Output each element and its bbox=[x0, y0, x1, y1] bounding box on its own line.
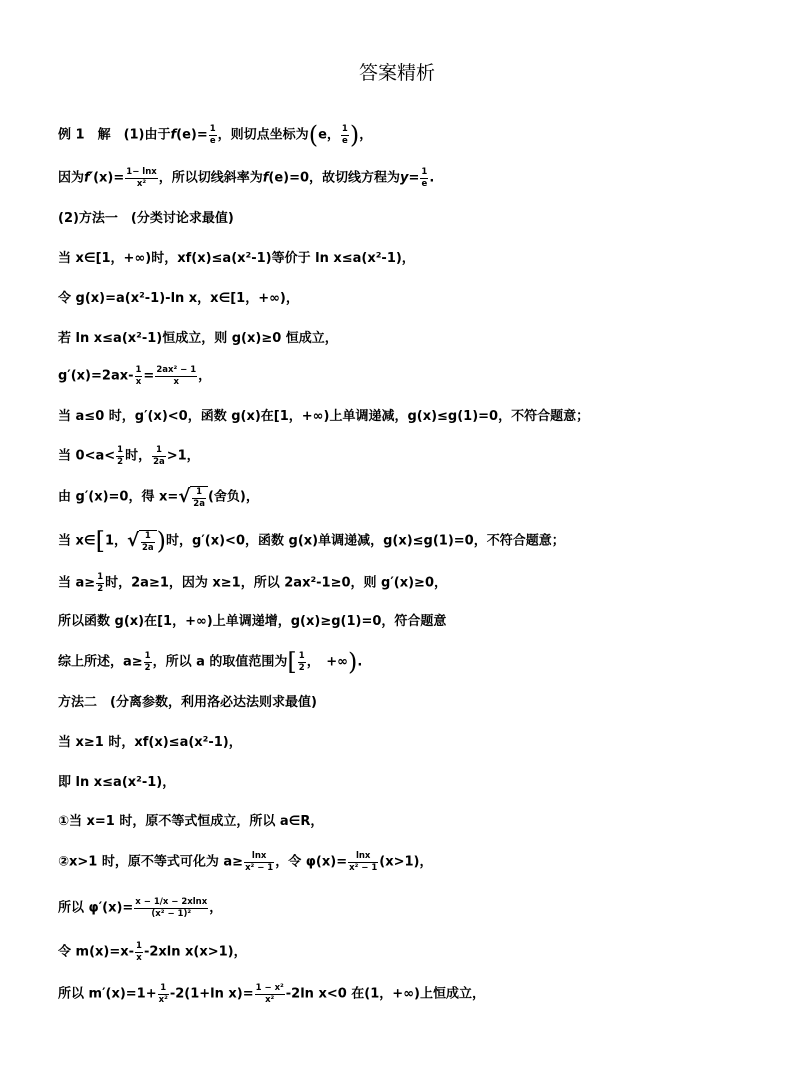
solution-line-4: 当 x∈[1，+∞)时，xf(x)≤a(x²-1)等价于 ln x≤a(x²-1)， bbox=[58, 251, 415, 266]
fraction: $\frac{1- \ln x}{\text{x²}}$ bbox=[126, 167, 157, 189]
fraction: $\frac{\text{1 − x²}}{\text{x²}}$ bbox=[255, 983, 284, 1005]
solution-line-20: 所以 φ′(x)= $\frac{x - 1/x - 2xlnx}{\text{(x² − 1)²}}$ ， bbox=[58, 897, 223, 919]
page-title: 答案精析 bbox=[358, 62, 435, 84]
square-root: √ $\frac{1}{2a}$ bbox=[127, 530, 157, 552]
solution-line-6: 若 ln x≤a(x²-1)恒成立，则 g(x)≥0 恒成立， bbox=[58, 331, 338, 346]
fraction: $\frac{\ln x}{\text{x² − 1}}$ bbox=[245, 851, 274, 873]
solution-line-3: (2)方法一 (分类讨论求最值) bbox=[58, 211, 234, 226]
solution-line-7: g′(x)=2ax- $\frac{1}{x}$ = $\frac{\text{2ax² − 1}}{x}$ ， bbox=[58, 365, 212, 387]
fraction: $\frac{\ln x}{\text{x² − 1}}$ bbox=[349, 851, 378, 873]
fraction: $\frac{1}{\text{x²}}$ bbox=[158, 983, 168, 1005]
solution-line-9: 当 0<a< $\frac{1}{2}$ 时， $\frac{1}{2a}$ >1， bbox=[58, 445, 200, 467]
solution-line-1: 例 1 解 (1)由于f(e)= $\frac{1}{e}$ ，则切点坐标为(e， $\frac{1}{e}$ )， bbox=[58, 121, 373, 149]
fraction: $\frac{1}{e}$ bbox=[421, 167, 428, 189]
solution-line-19: ②x>1 时，原不等式可化为 a≥ $\frac{\ln x}{\text{x² − 1}}$ ，令 φ(x)= $\frac{\ln x}{\text{x² − 1}}$ (x>1)， bbox=[58, 851, 433, 873]
fraction: $\frac{1}{2}$ bbox=[298, 651, 305, 673]
fraction: $\frac{\text{2ax² − 1}}{x}$ bbox=[156, 365, 197, 387]
solution-line-13: 所以函数 g(x)在[1，+∞)上单调递增，g(x)≥g(1)=0，符合题意 bbox=[58, 614, 447, 629]
square-root: √ $\frac{1}{2a}$ bbox=[178, 486, 208, 508]
solution-line-12: 当 a≥ $\frac{1}{2}$ 时，2a≥1，因为 x≥1，所以 2ax²-1≥0，则 g′(x)≥0， bbox=[58, 572, 447, 594]
solution-line-22: 所以 m′(x)=1+ $\frac{1}{\text{x²}}$ -2(1+ln x)= $\frac{\text{1 − x²}}{\text{x²}}$ -2ln x<0 在(1，+∞)上恒成立， bbox=[58, 983, 485, 1005]
solution-line-5: 令 g(x)=a(x²-1)-ln x，x∈[1，+∞)， bbox=[58, 291, 299, 306]
fraction: $\frac{1}{2}$ bbox=[97, 572, 104, 594]
solution-line-10: 由 g′(x)=0，得 x=√ $\frac{1}{2a}$ (舍负)， bbox=[58, 486, 259, 509]
solution-line-14: 综上所述，a≥ $\frac{1}{2}$ ，所以 a 的取值范围为[ $\frac{1}{2}$ ， +∞). bbox=[58, 648, 363, 676]
solution-line-18: ①当 x=1 时，原不等式恒成立，所以 a∈R， bbox=[58, 814, 324, 829]
solution-line-17: 即 ln x≤a(x²-1)， bbox=[58, 775, 176, 790]
fraction: $\frac{1}{2}$ bbox=[117, 445, 124, 467]
solution-line-2: 因为f′(x)= $\frac{1- \ln x}{\text{x²}}$ ，所以切线斜率为f(e)=0，故切线方程为y= $\frac{1}{e}$ . bbox=[58, 167, 435, 189]
solution-line-15: 方法二 (分离参数，利用洛必达法则求最值) bbox=[58, 695, 317, 710]
fraction: $\frac{1}{2a}$ bbox=[153, 445, 165, 467]
solution-line-16: 当 x≥1 时，xf(x)≤a(x²-1)， bbox=[58, 735, 242, 750]
fraction: $\frac{1}{e}$ bbox=[209, 124, 216, 146]
fraction: $\frac{1}{2}$ bbox=[144, 651, 151, 673]
fraction: $\frac{1}{x}$ bbox=[135, 365, 142, 387]
solution-line-8: 当 a≤0 时，g′(x)<0，函数 g(x)在[1，+∞)上单调递减，g(x)≤g(1)=0，不符合题意； bbox=[58, 409, 590, 424]
fraction: $\frac{x - 1/x - 2xlnx}{\text{(x² − 1)²}}$ bbox=[135, 897, 208, 919]
solution-line-11: 当 x∈[1，√ $\frac{1}{2a}$ )时，g′(x)<0，函数 g(x)单调递减，g(x)≤g(1)=0，不符合题意； bbox=[58, 527, 565, 555]
fraction: $\frac{1}{e}$ bbox=[341, 124, 348, 146]
fraction: $\frac{1}{x}$ bbox=[136, 941, 142, 963]
solution-line-21: 令 m(x)=x- $\frac{1}{x}$ -2xln x(x>1)， bbox=[58, 941, 247, 963]
